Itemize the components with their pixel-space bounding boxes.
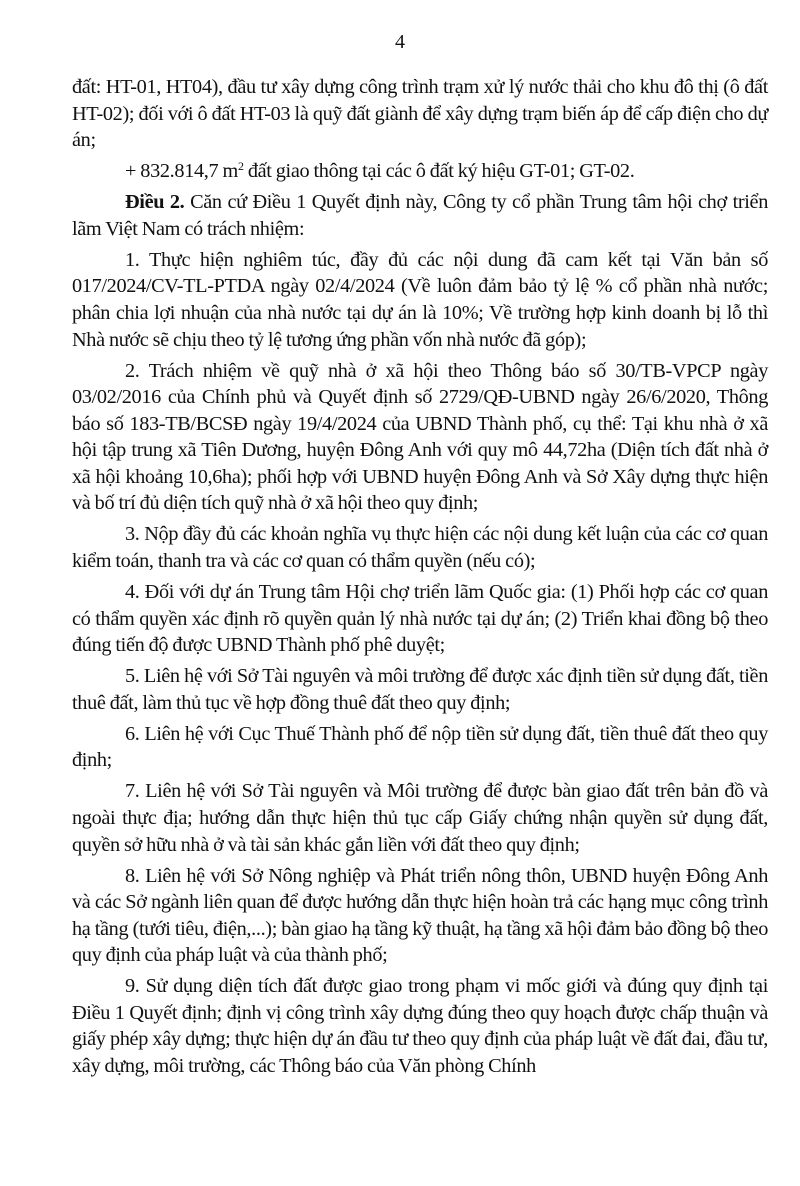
item-2-paragraph: 2. Trách nhiệm về quỹ nhà ở xã hội theo Thông báo số 30/TB-VPCP ngày 03/02/2016 của Chính phủ và Quyết định số 2729/QĐ-UBND ngày 26/6/2020, Thông báo số 183-TB/BCSĐ ngày 19/4/2024 của UBND Thành phố, cụ thể: Tại khu nhà ở xã hội tập trung xã Tiên Dương, huyện Đông Anh với quy mô 44,72ha (Diện tích đất nhà ở xã hội khoảng 10,6ha); phối hợp với UBND huyện Đông Anh và Sở Xây dựng thực hiện và bố trí đủ diện tích quỹ nhà ở xã hội theo quy định;	[72, 359, 768, 515]
traffic-land-paragraph	[72, 158, 768, 185]
item-1-paragraph: 1. Thực hiện nghiêm túc, đầy đủ các nội dung đã cam kết tại Văn bản số 017/2024/CV-TL-PTDA ngày 02/4/2024 (Về luôn đảm bảo tỷ lệ % cổ phần nhà nước; phân chia lợi nhuận của nhà nước tại dự án là 10%; Về trường hợp kinh doanh bị lỗ thì Nhà nước sẽ chịu theo tỷ lệ tương ứng phần vốn nhà nước đã góp);	[72, 248, 768, 351]
article-2-text: Căn cứ Điều 1 Quyết định này, Công ty cổ phần Trung tâm hội chợ triển lãm Việt Nam có trách nhiệm:	[72, 191, 768, 240]
traffic-land-text-pre: + 832.814,7 m	[125, 160, 238, 183]
square-meter-superscript: 2	[237, 159, 244, 174]
item-3-paragraph: 3. Nộp đầy đủ các khoản nghĩa vụ thực hiện các nội dung kết luận của các cơ quan kiểm toán, thanh tra và các cơ quan có thẩm quyền (nếu có);	[72, 523, 768, 573]
item-8-paragraph: 8. Liên hệ với Sở Nông nghiệp và Phát triển nông thôn, UBND huyện Đông Anh và các Sở ngành liên quan để được hướng dẫn thực hiện hoàn trả các hạng mục công trình hạ tầng (tưới tiêu, điện,...); bàn giao hạ tầng kỹ thuật, hạ tầng xã hội đảm bảo đồng bộ theo quy định của pháp luật và của thành phố;	[72, 864, 768, 967]
item-7-paragraph: 7. Liên hệ với Sở Tài nguyên và Môi trường để được bàn giao đất trên bản đồ và ngoài thực địa; hướng dẫn thực hiện thủ tục cấp Giấy chứng nhận quyền sử dụng đất, quyền sở hữu nhà ở và tài sản khác gắn liền với đất theo quy định;	[72, 780, 768, 856]
item-9-paragraph: 9. Sử dụng diện tích đất được giao trong phạm vi mốc giới và đúng quy định tại Điều 1 Quyết định; định vị công trình xây dựng đúng theo quy hoạch được chấp thuận và giấy phép xây dựng; thực hiện dự án đầu tư theo quy định của pháp luật về đất đai, đầu tư, xây dựng, môi trường, các Thông báo của Văn phòng Chính	[72, 975, 768, 1078]
page-number: 4	[395, 31, 405, 53]
item-5-paragraph: 5. Liên hệ với Sở Tài nguyên và môi trường để được xác định tiền sử dụng đất, tiền thuê đất, làm thủ tục về hợp đồng thuê đất theo quy định;	[72, 665, 768, 714]
article-2-heading: Điều 2.	[125, 191, 185, 214]
item-4-paragraph: 4. Đối với dự án Trung tâm Hội chợ triển lãm Quốc gia: (1) Phối hợp các cơ quan có thẩm quyền xác định rõ quyền quản lý nhà nước tại dự án; (2) Triển khai đồng bộ theo đúng tiến độ được UBND Thành phố phê duyệt;	[72, 581, 768, 657]
document-body	[72, 74, 768, 1084]
continuation-paragraph: đất: HT-01, HT04), đầu tư xây dựng công trình trạm xử lý nước thải cho khu đô thị (ô đất HT-02); đối với ô đất HT-03 là quỹ đất giành để xây dựng trạm biến áp để cấp điện cho dự án;	[72, 76, 768, 152]
article-2-paragraph	[72, 189, 768, 242]
traffic-land-text-post: đất giao thông tại các ô đất ký hiệu GT-01; GT-02.	[243, 160, 635, 183]
item-6-paragraph: 6. Liên hệ với Cục Thuế Thành phố để nộp tiền sử dụng đất, tiền thuê đất theo quy định;	[72, 722, 768, 772]
